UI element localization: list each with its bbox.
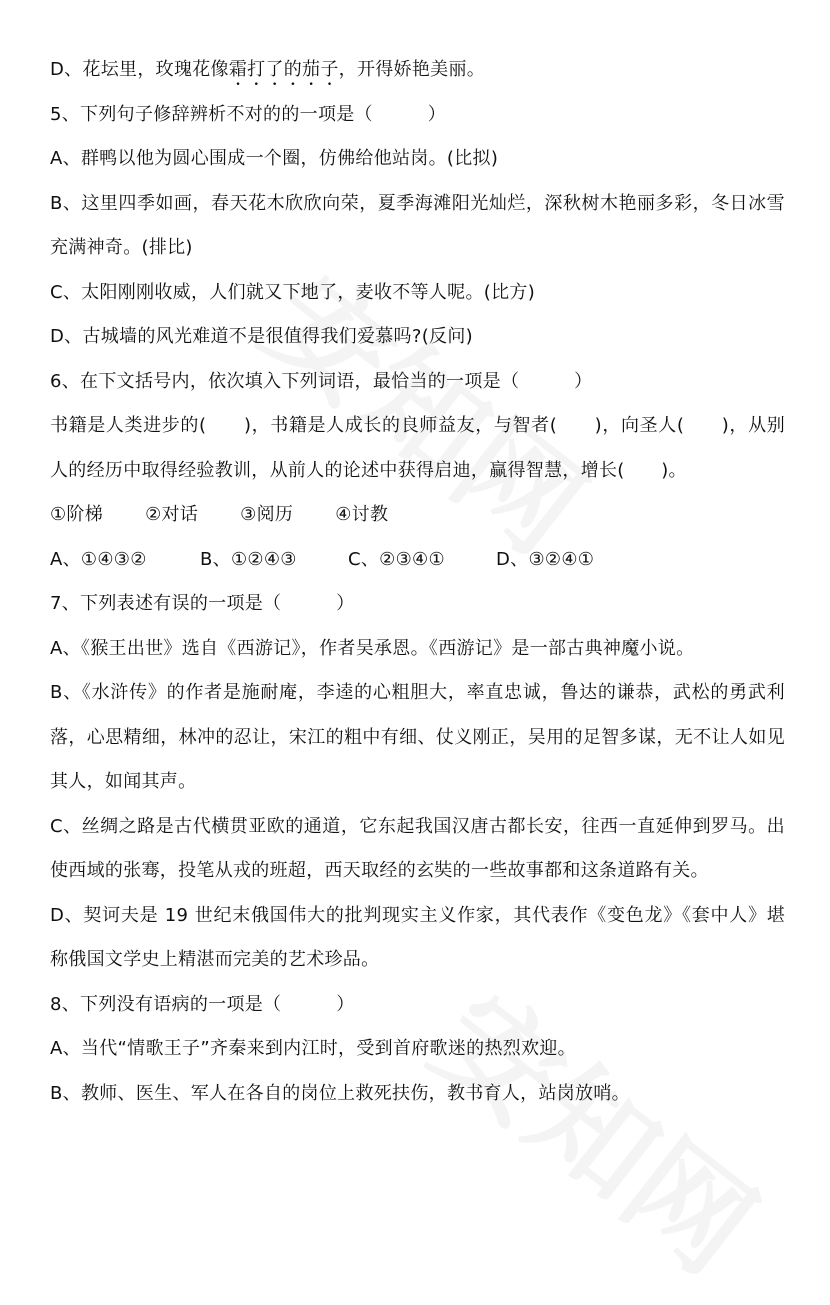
q4-option-d: D、花坛里，玫瑰花像霜打了的茄子，开得娇艳美丽。 bbox=[50, 59, 486, 80]
q6-stem: 6、在下文括号内，依次填入下列词语，最恰当的一项是（ ） bbox=[50, 370, 593, 392]
q5-option-d: D、古城墙的风光难道不是很值得我们爱慕吗?(反问) bbox=[50, 326, 473, 347]
word-item: ④讨教 bbox=[335, 504, 389, 525]
exam-content bbox=[50, 48, 785, 1116]
q5-option-b: B、这里四季如画，春天花木欣欣向荣，夏季海滩阳光灿烂，深秋树木艳丽多彩，冬日冰雪充满神奇。(排比) bbox=[50, 192, 785, 258]
q8-option-a: A、当代“情歌王子”齐秦来到内江时，受到首府歌迷的热烈欢迎。 bbox=[50, 1038, 576, 1059]
choice-item: A、①④③② bbox=[50, 548, 147, 570]
q7-option-d: D、契诃夫是 19 世纪末俄国伟大的批判现实主义作家，其代表作《变色龙》《套中人》堪称俄国文学史上精湛而完美的艺术珍品。 bbox=[50, 904, 785, 970]
q5-option-c: C、太阳刚刚收威，人们就又下地了，麦收不等人呢。(比方) bbox=[50, 281, 536, 303]
choice-item: B、①②④③ bbox=[200, 548, 297, 570]
q7-option-a: A、《猴王出世》选自《西游记》，作者吴承恩。《西游记》是一部古典神魔小说。 bbox=[50, 637, 695, 659]
q7-stem: 7、下列表述有误的一项是（ ） bbox=[50, 593, 355, 614]
q7-option-c: C、丝绸之路是古代横贯亚欧的通道，它东起我国汉唐古都长安，往西一直延伸到罗马。出使西域的张骞，投笔从戎的班超，西天取经的玄奘的一些故事都和这条道路有关。 bbox=[50, 815, 785, 881]
q6-choices bbox=[50, 538, 785, 583]
emphasized-phrase: 霜打了的茄子 bbox=[228, 59, 339, 80]
word-item: ②对话 bbox=[145, 504, 199, 525]
word-item: ③阅历 bbox=[240, 504, 294, 525]
q6-passage: 书籍是人类进步的( )，书籍是人成长的良师益友，与智者( )，向圣人( )，从别人的经历中取得经验教训，从前人的论述中获得启迪，赢得智慧，增长( )。 bbox=[50, 415, 785, 481]
q5-stem: 5、下列句子修辞辨析不对的的一项是（ ） bbox=[50, 103, 447, 125]
word-item: ①阶梯 bbox=[50, 504, 104, 525]
q7-option-b: B、《水浒传》的作者是施耐庵，李逵的心粗胆大，率直忠诚，鲁达的谦恭，武松的勇武利落，心思精细，林冲的忍让，宋江的粗中有细、仗义刚正，吴用的足智多谋，无不让人如见其人，如闻其声。 bbox=[50, 682, 785, 792]
choice-item: C、②③④① bbox=[348, 548, 445, 570]
q6-word-list bbox=[50, 493, 785, 538]
q8-stem: 8、下列没有语病的一项是（ ） bbox=[50, 993, 355, 1015]
q5-option-a: A、群鸭以他为圆心围成一个圈，仿佛给他站岗。(比拟) bbox=[50, 148, 499, 169]
choice-item: D、③②④① bbox=[496, 548, 595, 570]
q8-option-b: B、教师、医生、军人在各自的岗位上救死扶伤，教书育人，站岗放哨。 bbox=[50, 1082, 630, 1104]
